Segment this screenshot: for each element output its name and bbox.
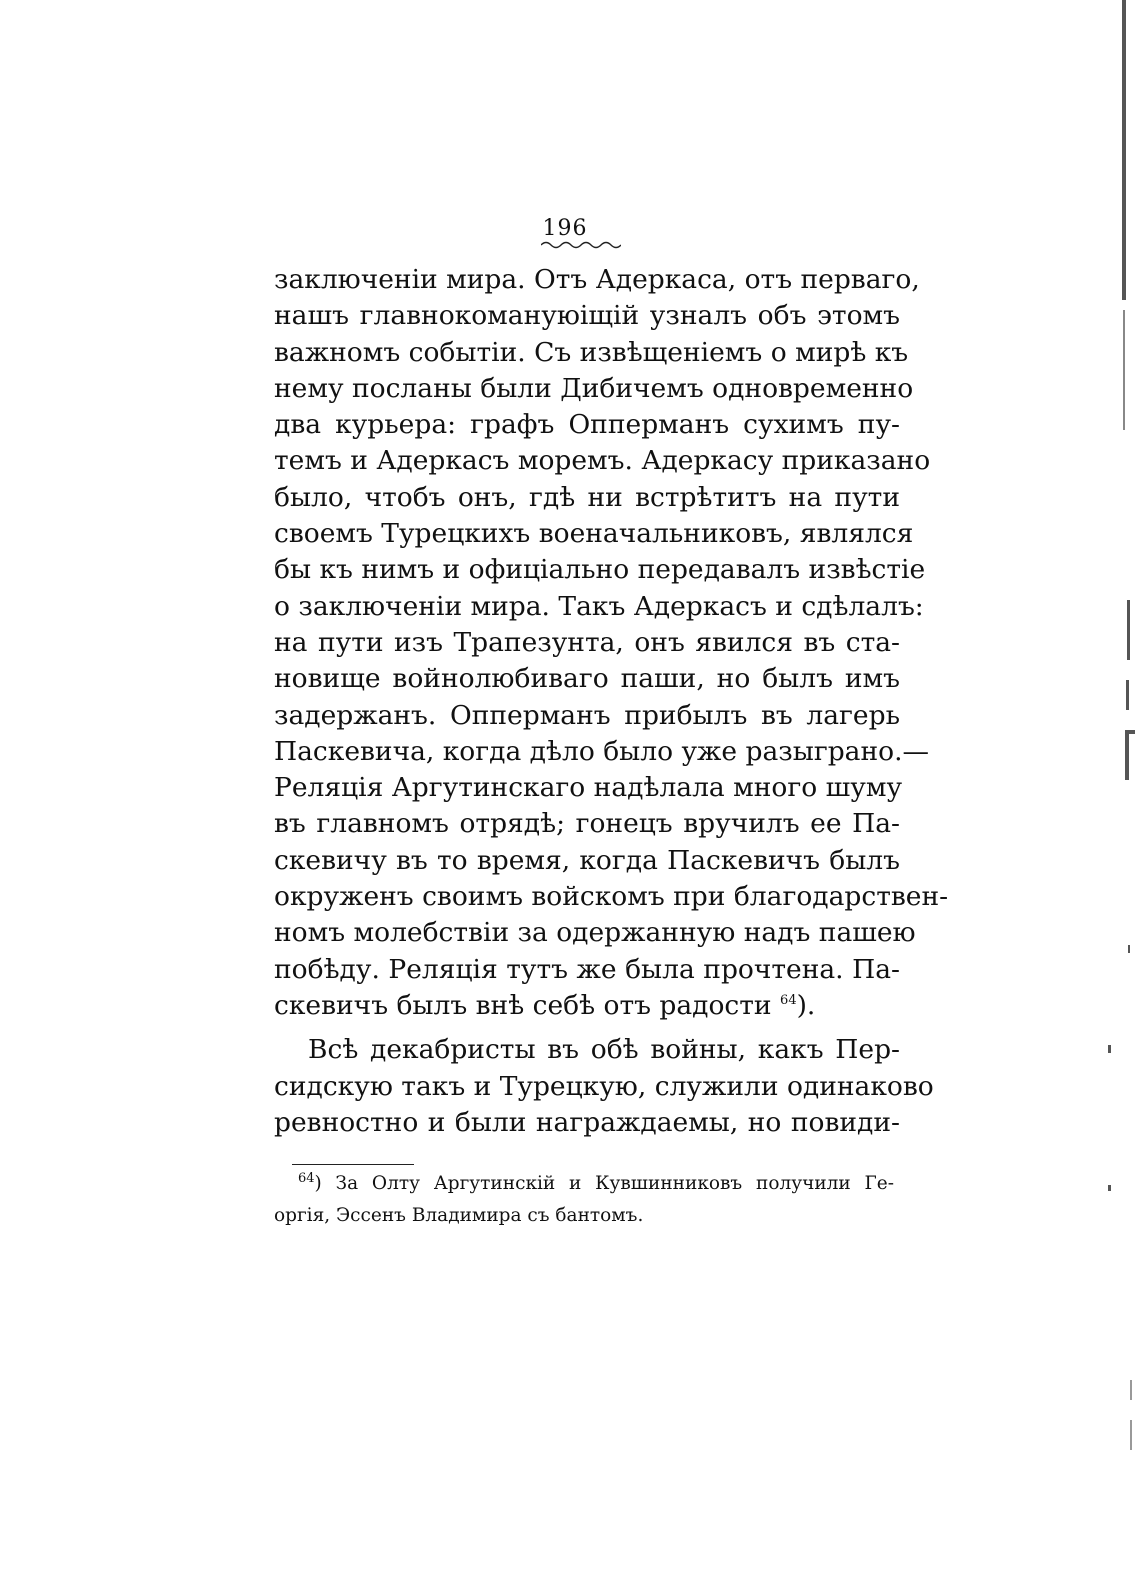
- text-line: новище войнолюбиваго паши, но былъ имъ: [274, 663, 900, 695]
- text-line-part: скевичъ былъ внѣ себѣ отъ радости: [274, 989, 772, 1021]
- text-line: ревностно и были награждаемы, но повиди-: [274, 1106, 900, 1138]
- text-line-part: ).: [796, 989, 816, 1021]
- footnote-separator: [292, 1164, 414, 1165]
- footnote-reference: 64: [780, 993, 797, 1009]
- text-line: своемъ Турецкихъ военачальниковъ, являлся: [274, 518, 914, 550]
- text-line: бы къ нимъ и офиціально передавалъ извѣстіе: [274, 554, 926, 586]
- text-line: Паскевича, когда дѣло было уже разыграно.—: [274, 735, 930, 767]
- footnote-line: оргія, Эссенъ Владимира съ бантомъ.: [274, 1205, 644, 1226]
- footnote: [274, 1168, 894, 1232]
- main-text: [274, 262, 949, 1141]
- text-line: окруженъ своимъ войскомъ при благодарствен-: [274, 881, 949, 913]
- text-line: Реляція Аргутинскаго надѣлала много шуму: [274, 772, 903, 804]
- footnote-text: ) За Олту Аргутинскій и Кувшинниковъ получили Ге-: [314, 1173, 894, 1194]
- text-line: темъ и Адеркасъ моремъ. Адеркасу приказано: [274, 445, 931, 477]
- page-number-ornament: [541, 240, 621, 250]
- text-line: важномъ событіи. Съ извѣщеніемъ о мирѣ къ: [274, 336, 909, 368]
- paragraph-first-line: Всѣ декабристы въ обѣ войны, какъ Пер-: [308, 1034, 900, 1066]
- text-line: нашъ главнокомануюіщій узналъ объ этомъ: [274, 300, 900, 332]
- footnote-marker: 64: [298, 1170, 315, 1186]
- scan-edge-marks: [1100, 0, 1140, 1592]
- page-number: 196: [542, 216, 588, 241]
- text-line: сидскую такъ и Турецкую, служили одинаково: [274, 1070, 934, 1102]
- text-line: скевичу въ то время, когда Паскевичъ былъ: [274, 844, 900, 876]
- text-line: въ главномъ отрядѣ; гонецъ вручилъ ее Па-: [274, 808, 900, 840]
- text-line: на пути изъ Трапезунта, онъ явился въ ста-: [274, 626, 900, 658]
- text-line: заключеніи мира. Отъ Адеркаса, отъ перваго,: [274, 264, 920, 295]
- text-line: два курьера: графъ Опперманъ сухимъ пу-: [274, 409, 900, 441]
- text-line: нему посланы были Дибичемъ одновременно: [274, 372, 914, 404]
- text-line: о заключеніи мира. Такъ Адеркасъ и сдѣлалъ:: [274, 590, 924, 622]
- text-line: [274, 988, 900, 1024]
- footnote-line: [274, 1168, 894, 1200]
- text-line: номъ молебствіи за одержанную надъ пашею: [274, 917, 916, 949]
- text-line: было, чтобъ онъ, гдѣ ни встрѣтитъ на пути: [274, 481, 900, 513]
- text-line: побѣду. Реляція тутъ же была прочтена. Па-: [274, 953, 900, 985]
- text-line: задержанъ. Опперманъ прибылъ въ лагерь: [274, 699, 900, 731]
